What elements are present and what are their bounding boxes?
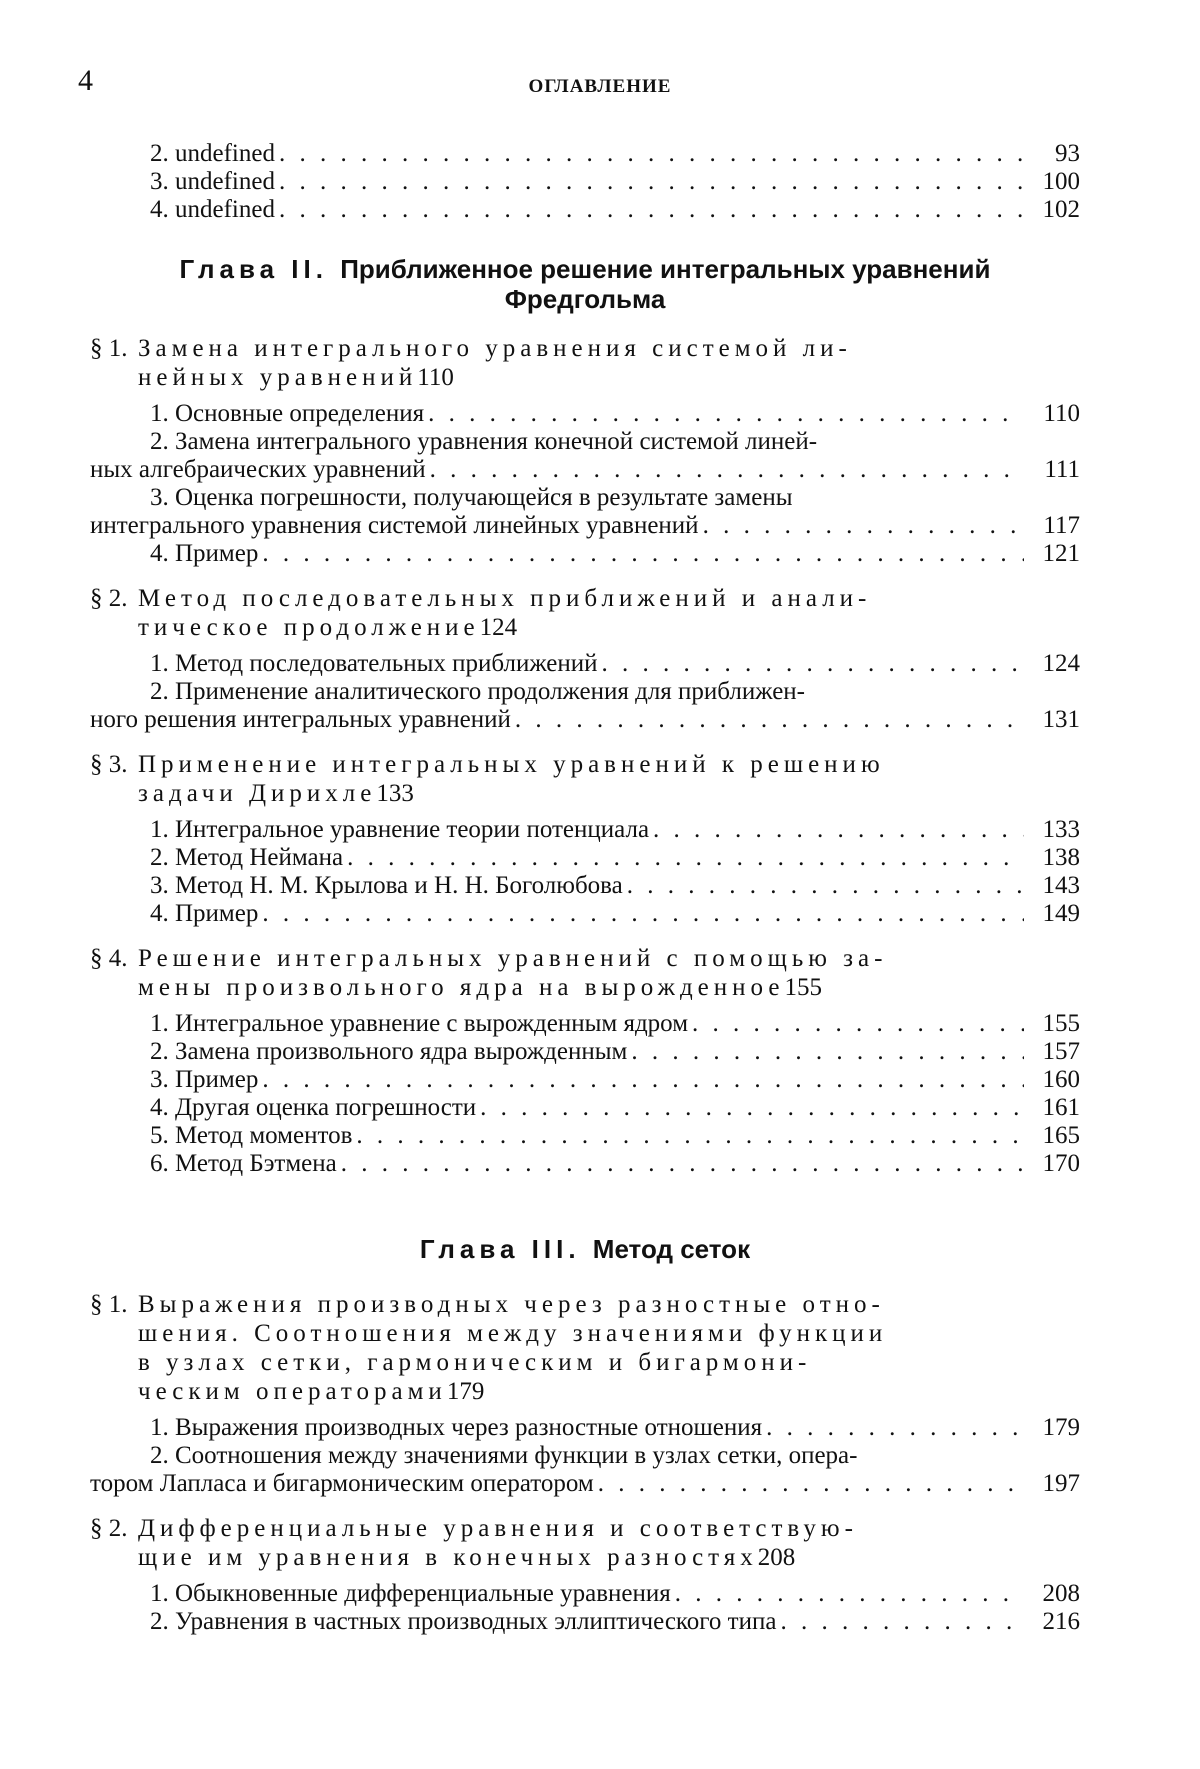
- section-heading-line: [90, 584, 1080, 613]
- toc-subentry: [90, 872, 1080, 900]
- chapter-label: Глава II.: [179, 254, 341, 284]
- toc-entry-first-line: 2. Применение аналитического продолжения для приближен-: [150, 678, 805, 705]
- toc-subentry: [90, 484, 1080, 540]
- spacer: [90, 642, 1080, 650]
- toc-entry-text: ческим операторами: [138, 1378, 447, 1405]
- toc-entry-last-line: [90, 456, 1080, 484]
- dot-leader: [262, 1066, 1024, 1094]
- toc-entry-last-line: [90, 1122, 1080, 1150]
- toc-page-number: 208: [757, 1544, 796, 1571]
- toc-entry-last-line: [90, 1377, 1080, 1406]
- section-number: § 1.: [90, 335, 128, 362]
- toc-entry-text: 1. Интегральное уравнение с вырожденным ядром: [150, 1010, 689, 1037]
- toc-entry-first-line: 2. Замена интегрального уравнения конечной системой линей-: [150, 428, 818, 455]
- spacer: [90, 928, 1080, 944]
- toc-section: [90, 1514, 1080, 1572]
- section-title: Метод последовательных приближений и анали-: [138, 585, 872, 612]
- toc-entry-last-line: [90, 1543, 1080, 1572]
- section-title: Замена интегрального уравнения системой ли-: [138, 335, 852, 362]
- dot-leader: [653, 816, 1024, 844]
- section-heading-line: [90, 1348, 1080, 1377]
- toc-entry-text: 3. Пример: [150, 1066, 259, 1093]
- toc-entry-last-line: [90, 613, 1080, 642]
- section-title: Выражения производных через разностные отно-: [138, 1291, 885, 1318]
- toc-entry-last-line: [90, 168, 1080, 196]
- dot-leader: [347, 844, 1024, 872]
- toc-entry-last-line: [90, 400, 1080, 428]
- toc-entry-last-line: [90, 1066, 1080, 1094]
- toc-entry-last-line: [90, 973, 1080, 1002]
- toc-page-number: 138: [1042, 844, 1080, 871]
- toc-subentry: [90, 196, 1080, 224]
- toc-entry-text: 1. Метод последовательных приближений: [150, 650, 598, 677]
- dot-leader: [515, 706, 1024, 734]
- toc-entry-last-line: [90, 1150, 1080, 1178]
- toc-page-number: 121: [1042, 540, 1080, 567]
- toc-entry-last-line: [90, 363, 1080, 392]
- toc-page-number: 143: [1042, 872, 1080, 899]
- section-title: в узлах сетки, гармоническим и бигармони-: [138, 1349, 812, 1376]
- toc-subentry: [90, 400, 1080, 428]
- dot-leader: [341, 1150, 1024, 1178]
- dot-leader: [602, 650, 1024, 678]
- toc-subentry: [90, 678, 1080, 734]
- toc-page-number: 179: [446, 1378, 485, 1405]
- chapter-title: Приближенное решение интегральных уравнений: [340, 254, 991, 284]
- toc-subentry: [90, 1122, 1080, 1150]
- spacer: [90, 1406, 1080, 1414]
- toc-entry-text: 4. undefined: [150, 196, 275, 223]
- dot-leader: [703, 512, 1024, 540]
- toc-subentry: [90, 1010, 1080, 1038]
- dot-leader: [631, 1038, 1024, 1066]
- toc-subentry: [90, 1038, 1080, 1066]
- toc-entry-last-line: [90, 1010, 1080, 1038]
- toc-entry-last-line: [90, 1414, 1080, 1442]
- toc-page-number: 124: [1042, 650, 1080, 677]
- toc-page-number: 155: [1042, 1010, 1080, 1037]
- toc-page-number: 170: [1042, 1150, 1080, 1177]
- dot-leader: [692, 1010, 1024, 1038]
- dot-leader: [766, 1414, 1024, 1442]
- toc-entry-text: 4. Пример: [150, 540, 259, 567]
- dot-leader: [780, 1608, 1024, 1636]
- toc-subentry: [90, 1414, 1080, 1442]
- toc-entry-last-line: [90, 1038, 1080, 1066]
- page-number: 4: [78, 64, 93, 97]
- section-number: § 1.: [90, 1291, 128, 1318]
- toc-page-number: 100: [1042, 168, 1080, 195]
- section-title: Дифференциальные уравнения и соответствую-: [138, 1515, 858, 1542]
- dot-leader: [480, 1094, 1024, 1122]
- toc-entry-last-line: [90, 1580, 1080, 1608]
- section-heading-line: [90, 750, 1080, 779]
- toc-entry-last-line: [90, 650, 1080, 678]
- spacer: [90, 1178, 1080, 1194]
- toc-entry-last-line: [90, 196, 1080, 224]
- dot-leader: [279, 168, 1024, 196]
- toc-subentry: [90, 1150, 1080, 1178]
- toc-entry-text: 1. Основные определения: [150, 400, 425, 427]
- section-number: § 4.: [90, 945, 128, 972]
- toc-page-number: 133: [376, 780, 414, 807]
- section-number: § 3.: [90, 751, 128, 778]
- spacer: [90, 224, 1080, 254]
- section-title: шения. Соотношения между значениями функции: [138, 1320, 888, 1347]
- toc-subentry: [90, 168, 1080, 196]
- toc-page-number: 155: [784, 974, 822, 1001]
- toc-section: [90, 944, 1080, 1002]
- toc-entry-text: 3. undefined: [150, 168, 275, 195]
- toc-page-number: 110: [1043, 400, 1080, 427]
- toc-entry-text: ных алгебраических уравнений: [90, 456, 426, 483]
- toc-entry-last-line: [90, 1470, 1080, 1498]
- toc-page-number: 157: [1042, 1038, 1080, 1065]
- spacer: [90, 1264, 1080, 1290]
- spacer: [90, 734, 1080, 750]
- toc-subentry: [90, 1094, 1080, 1122]
- toc-entry-text: 1. Обыкновенные дифференциальные уравнения: [150, 1580, 671, 1607]
- toc-page-number: 117: [1043, 512, 1080, 539]
- toc-page-number: 102: [1042, 196, 1080, 223]
- spacer: [90, 1572, 1080, 1580]
- section-number: § 2.: [90, 585, 128, 612]
- toc-entry-last-line: [90, 1094, 1080, 1122]
- toc-subentry: [90, 900, 1080, 928]
- toc-entry-first-line: 3. Оценка погрешности, получающейся в результате замены: [150, 484, 793, 511]
- toc-section: [90, 750, 1080, 808]
- toc-entry-last-line: [90, 512, 1080, 540]
- toc-entry-text: задачи Дирихле: [138, 780, 377, 807]
- chapter-heading: [90, 254, 1080, 314]
- spacer: [90, 314, 1080, 334]
- toc-entry-text: ного решения интегральных уравнений: [90, 706, 511, 733]
- toc-subentry: [90, 816, 1080, 844]
- spacer: [90, 808, 1080, 816]
- toc-entry-text: 5. Метод моментов: [150, 1122, 353, 1149]
- toc-entry-last-line: [90, 140, 1080, 168]
- toc-entry-first-line: 2. Соотношения между значениями функции в узлах сетки, опера-: [150, 1442, 858, 1469]
- dot-leader: [675, 1580, 1024, 1608]
- section-heading-line: [90, 1514, 1080, 1543]
- chapter-title: Метод сеток: [592, 1234, 751, 1264]
- toc-subentry: [90, 140, 1080, 168]
- toc-entry-last-line: [90, 844, 1080, 872]
- toc-page-number: 124: [479, 614, 518, 641]
- section-heading-line: [90, 1319, 1080, 1348]
- chapter-heading: [90, 1234, 1080, 1264]
- toc-subentry: [90, 1066, 1080, 1094]
- toc-entry-text: 1. Интегральное уравнение теории потенциала: [150, 816, 650, 843]
- chapter-label: Глава III.: [419, 1234, 593, 1264]
- toc-page-number: 131: [1042, 706, 1080, 733]
- dot-leader: [598, 1470, 1024, 1498]
- toc-page-number: 208: [1042, 1580, 1080, 1607]
- toc-entry-text: 3. Метод Н. М. Крылова и Н. Н. Боголюбова: [150, 872, 623, 899]
- toc-entry-text: тором Лапласа и бигармоническим оператором: [90, 1470, 594, 1497]
- toc-subentry: [90, 1442, 1080, 1498]
- toc-entry-last-line: [90, 872, 1080, 900]
- toc-subentry: [90, 540, 1080, 568]
- section-heading-line: [90, 944, 1080, 973]
- spacer: [90, 1002, 1080, 1010]
- dot-leader: [430, 456, 1024, 484]
- toc-entry-text: мены произвольного ядра на вырожденное: [138, 974, 785, 1001]
- toc-page-number: 149: [1042, 900, 1080, 927]
- toc-entry-text: 6. Метод Бэтмена: [150, 1150, 337, 1177]
- spacer: [90, 1636, 1080, 1652]
- toc-page-number: 93: [1055, 140, 1080, 167]
- spacer: [90, 568, 1080, 584]
- toc-entry-text: 2. undefined: [150, 140, 275, 167]
- spacer: [90, 1498, 1080, 1514]
- toc-page-number: 197: [1042, 1470, 1080, 1497]
- spacer: [90, 1194, 1080, 1234]
- section-number: § 2.: [90, 1515, 128, 1542]
- toc-entry-text: тическое продолжение: [138, 614, 480, 641]
- dot-leader: [279, 140, 1024, 168]
- toc-entry-text: 4. Другая оценка погрешности: [150, 1094, 477, 1121]
- toc-subentry: [90, 1580, 1080, 1608]
- toc-page-number: 110: [417, 364, 454, 391]
- toc-section: [90, 334, 1080, 392]
- dot-leader: [428, 400, 1024, 428]
- toc-section: [90, 1290, 1080, 1406]
- dot-leader: [279, 196, 1024, 224]
- toc-section: [90, 584, 1080, 642]
- section-title: Применение интегральных уравнений к решению: [138, 751, 885, 778]
- toc-subentry: [90, 650, 1080, 678]
- toc-entry-last-line: [90, 779, 1080, 808]
- dot-leader: [627, 872, 1024, 900]
- chapter-title-line2: Фредгольма: [504, 284, 666, 314]
- toc-entry-text: 1. Выражения производных через разностные отношения: [150, 1414, 763, 1441]
- section-heading-line: [90, 334, 1080, 363]
- toc-page-number: 160: [1042, 1066, 1080, 1093]
- toc-entry-text: 2. Замена произвольного ядра вырожденным: [150, 1038, 628, 1065]
- chapter-title-line: [90, 254, 1080, 284]
- toc-entry-text: 2. Метод Неймана: [150, 844, 344, 871]
- dot-leader: [262, 900, 1024, 928]
- toc-entry-last-line: [90, 706, 1080, 734]
- spacer: [90, 392, 1080, 400]
- toc-entry-text: интегрального уравнения системой линейных уравнений: [90, 512, 699, 539]
- toc-entry-last-line: [90, 900, 1080, 928]
- toc-entry-text: 2. Уравнения в частных производных эллиптического типа: [150, 1608, 777, 1635]
- toc-subentry: [90, 1608, 1080, 1636]
- dot-leader: [262, 540, 1024, 568]
- dot-leader: [356, 1122, 1024, 1150]
- toc-subentry: [90, 844, 1080, 872]
- table-of-contents: [90, 140, 1080, 1652]
- toc-entry-last-line: [90, 816, 1080, 844]
- running-head: ОГЛАВЛЕНИЕ: [528, 76, 672, 97]
- toc-entry-text: нейных уравнений: [138, 364, 418, 391]
- toc-page-number: 161: [1042, 1094, 1080, 1121]
- section-heading-line: [90, 1290, 1080, 1319]
- toc-entry-text: 4. Пример: [150, 900, 259, 927]
- toc-page-number: 165: [1042, 1122, 1080, 1149]
- section-title: Решение интегральных уравнений с помощью за-: [138, 945, 888, 972]
- toc-subentry: [90, 428, 1080, 484]
- toc-page-number: 179: [1042, 1414, 1080, 1441]
- toc-page-number: 111: [1044, 456, 1080, 483]
- toc-page-number: 133: [1042, 816, 1080, 843]
- toc-entry-last-line: [90, 1608, 1080, 1636]
- toc-entry-last-line: [90, 540, 1080, 568]
- chapter-title-line: [90, 1234, 1080, 1264]
- toc-page-number: 216: [1042, 1608, 1080, 1635]
- toc-entry-text: щие им уравнения в конечных разностях: [138, 1544, 758, 1571]
